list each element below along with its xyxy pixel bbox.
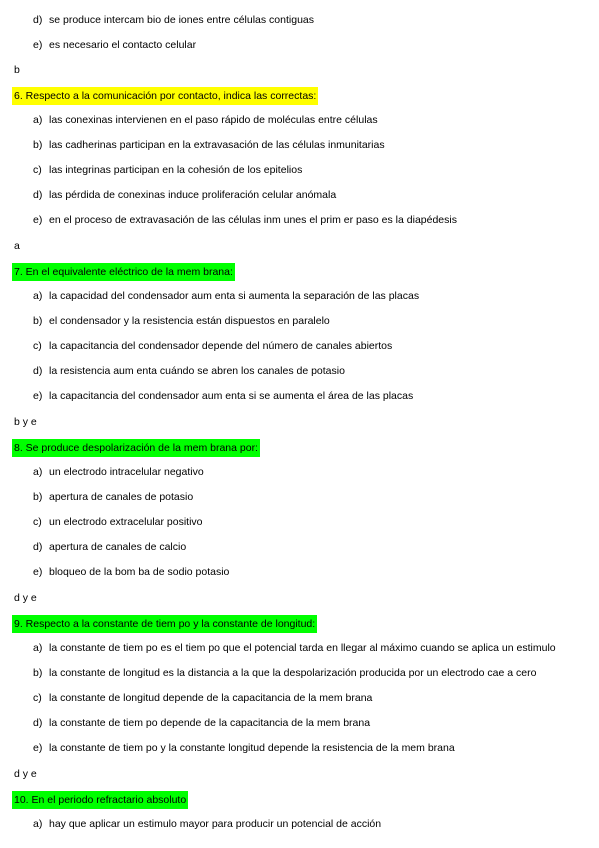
question-6-title: 6. Respecto a la comunicación por contacto, indica las correctas:	[12, 87, 318, 105]
q9-option-a: a) la constante de tiem po es el tiem po que el potencial tarda en llegar al máximo cuando se aplica un estimulo	[33, 642, 556, 654]
option-text: es necesario el contacto celular	[49, 39, 197, 51]
option-letter: d)	[33, 14, 43, 26]
answer-q9: d y e	[14, 768, 37, 780]
q7-option-c: c) la capacitancia del condensador depende del número de canales abiertos	[33, 340, 393, 352]
q6-option-d: d) las pérdida de conexinas induce proliferación celular anómala	[33, 189, 337, 201]
option-d	[33, 12, 314, 28]
q9-option-d: d) la constante de tiem po depende de la capacitancia de la mem brana	[33, 717, 371, 729]
option-text: se produce intercam bio de iones entre células contiguas	[49, 14, 314, 26]
answer-q8: d y e	[14, 592, 37, 604]
q7-option-a: a) la capacidad del condensador aum enta si aumenta la separación de las placas	[33, 290, 420, 302]
q7-option-d: d) la resistencia aum enta cuándo se abren los canales de potasio	[33, 365, 345, 377]
q9-option-e: e) la constante de tiem po y la constante longitud depende la resistencia de la mem brana	[33, 742, 455, 754]
q6-option-c: c) las integrinas participan en la cohesión de los epitelios	[33, 164, 303, 176]
question-9-title: 9. Respecto a la constante de tiem po y la constante de longitud:	[12, 615, 317, 633]
q8-option-b: b) apertura de canales de potasio	[33, 491, 194, 503]
answer-q5: b	[14, 64, 20, 76]
q6-option-e: e) en el proceso de extravasación de las células inm unes el prim er paso es la diapédesis	[33, 214, 457, 226]
q7-option-e: e) la capacitancia del condensador aum enta si se aumenta el área de las placas	[33, 390, 414, 402]
option-e	[33, 37, 196, 53]
question-7-title: 7. En el equivalente eléctrico de la mem brana:	[12, 263, 235, 281]
question-10-title: 10. En el periodo refractario absoluto	[12, 791, 188, 809]
q8-option-d: d) apertura de canales de calcio	[33, 541, 187, 553]
answer-q6: a	[14, 240, 20, 252]
q8-option-a: a) un electrodo intracelular negativo	[33, 466, 204, 478]
q9-option-c: c) la constante de longitud depende de la capacitancia de la mem brana	[33, 692, 373, 704]
q6-option-a: a) las conexinas intervienen en el paso rápido de moléculas entre células	[33, 114, 378, 126]
answer-q7: b y e	[14, 416, 37, 428]
q10-option-a: a) hay que aplicar un estimulo mayor para producir un potencial de acción	[33, 818, 382, 830]
q6-option-b: b) las cadherinas participan en la extravasación de las células inmunitarias	[33, 139, 385, 151]
q7-option-b: b) el condensador y la resistencia están dispuestos en paralelo	[33, 315, 330, 327]
question-8-title: 8. Se produce despolarización de la mem brana por:	[12, 439, 260, 457]
q8-option-e: e) bloqueo de la bom ba de sodio potasio	[33, 566, 230, 578]
q9-option-b: b) la constante de longitud es la distancia a la que la despolarización producida por un electrodo cae a cero	[33, 667, 537, 679]
option-letter: e)	[33, 39, 43, 51]
q8-option-c: c) un electrodo extracelular positivo	[33, 516, 203, 528]
